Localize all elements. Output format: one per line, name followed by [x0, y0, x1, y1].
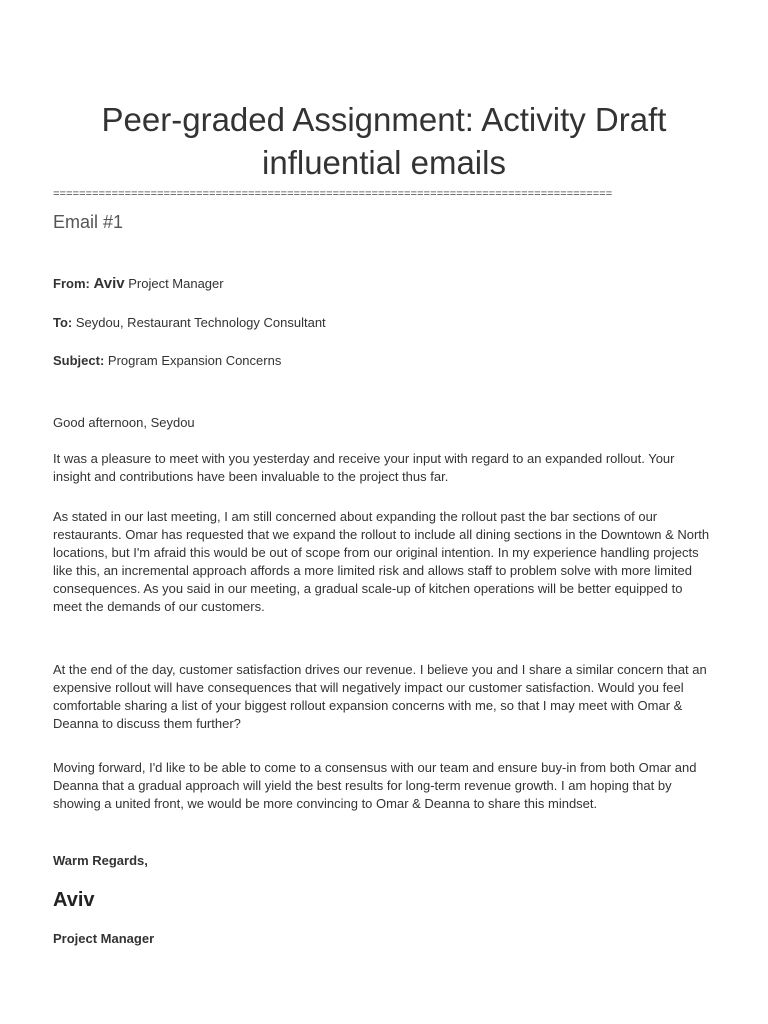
email-subject-line	[53, 352, 281, 370]
from-role: Project Manager	[124, 276, 224, 291]
title-line-1: Peer-graded Assignment: Activity Draft	[101, 101, 667, 138]
divider-line: ======================================================================================	[53, 189, 613, 201]
email-paragraph-4: Moving forward, I'd like to be able to come to a consensus with our team and ensure buy-in from both Omar and Deanna that a gradual approach will yield the best results for long-term revenue growth. I am hoping that by showing a united front, we would be more convincing to Omar & Deanna to share this mindset.	[53, 760, 697, 811]
to-value: Seydou, Restaurant Technology Consultant	[72, 315, 326, 330]
email-to-line	[53, 314, 326, 332]
email-paragraph-1: It was a pleasure to meet with you yesterday and receive your input with regard to an expanded rollout. Your insight and contributions have been invaluable to the project thus far.	[53, 451, 675, 484]
subject-value: Program Expansion Concerns	[104, 353, 282, 368]
from-label: From:	[53, 276, 90, 291]
title-line-2: influential emails	[262, 144, 506, 181]
to-label: To:	[53, 315, 73, 330]
from-name: Aviv	[93, 275, 125, 292]
email-from-line	[53, 275, 224, 293]
email-paragraph-3: At the end of the day, customer satisfaction drives our revenue. I believe you and I share a similar concern that an expensive rollout will have consequences that will negatively impact our customer satisfaction. Would you feel comfortable sharing a list of your biggest rollout expansion concerns with me, so that I may meet with Omar & Deanna to discuss them further?	[53, 662, 707, 731]
signature-role: Project Manager	[53, 931, 155, 946]
email-greeting: Good afternoon, Seydou	[53, 415, 195, 430]
email-paragraph-2: As stated in our last meeting, I am still concerned about expanding the rollout past the bar sections of our restaurants. Omar has requested that we expand the rollout to include all dining sections in the Downtown & North locations, but I'm afraid this would be out of scope from our original intention. In my experience handling projects like this, an incremental approach affords a more limited risk and allows staff to problem solve with more limited consequences. As you said in our meeting, a gradual scale-up of kitchen operations will be better equipped to meet the demands of our customers.	[53, 509, 710, 614]
email-heading: Email #1	[53, 212, 124, 232]
subject-label: Subject:	[53, 353, 105, 368]
email-signoff: Warm Regards,	[53, 853, 148, 868]
page-title	[0, 98, 768, 184]
signature-name: Aviv	[53, 889, 95, 911]
